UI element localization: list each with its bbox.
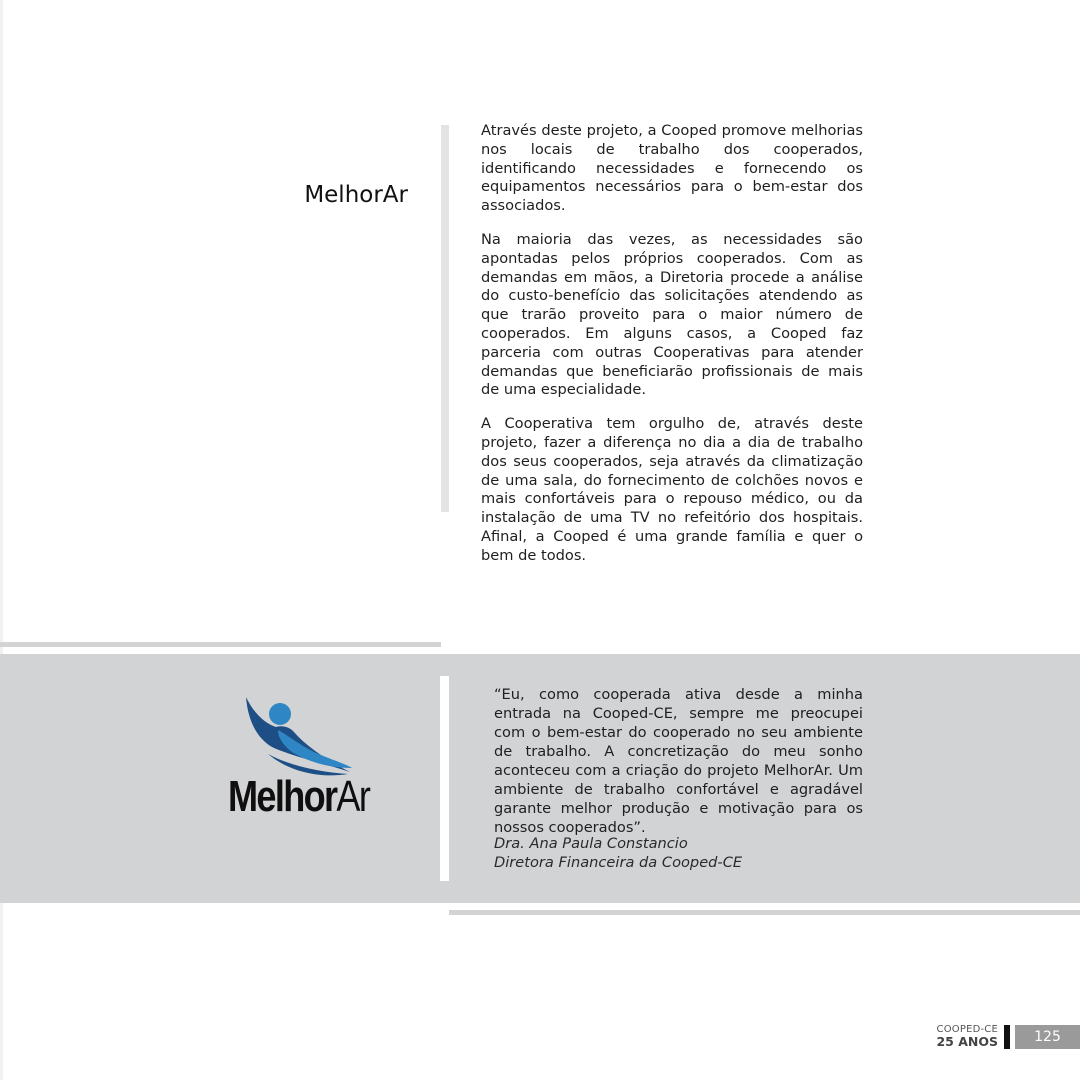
page-left-edge bbox=[0, 0, 3, 1080]
testimonial-attribution bbox=[494, 834, 874, 872]
logo-wordmark-thin: Ar bbox=[336, 772, 370, 821]
page-number: 125 bbox=[1015, 1025, 1080, 1049]
body-text bbox=[481, 122, 863, 581]
footer-brand-line1: COOPED-CE bbox=[936, 1024, 998, 1035]
footer-separator bbox=[1004, 1025, 1010, 1049]
body-paragraph-1: Através deste projeto, a Cooped promove melhorias nos locais de trabalho dos cooperados, identificando necessidades e fornecendo os equipamentos necessários para o bem-estar dos associados. bbox=[481, 122, 863, 215]
horizontal-rule-middle bbox=[0, 642, 441, 647]
horizontal-rule-bottom bbox=[449, 910, 1080, 915]
melhorar-logo bbox=[228, 692, 378, 827]
section-title: MelhorAr bbox=[304, 182, 408, 208]
logo-wordmark bbox=[228, 772, 370, 822]
author-name: Dra. Ana Paula Constancio bbox=[494, 835, 688, 852]
vertical-divider-top bbox=[441, 125, 449, 512]
logo-wordmark-bold: Melhor bbox=[228, 772, 337, 821]
vertical-divider-band bbox=[440, 676, 449, 881]
footer-brand bbox=[930, 1024, 998, 1048]
testimonial-quote: “Eu, como cooperada ativa desde a minha entrada na Cooped-CE, sempre me preocupei com o bem-estar do cooperado no seu ambiente de trabalho. A concretização do meu sonho aconteceu com a criação do projeto MelhorAr. Um ambiente de trabalho confortável e agradável garante melhor produção e motivação para os nossos cooperados”. bbox=[494, 686, 863, 836]
author-role: Diretora Financeira da Cooped-CE bbox=[494, 854, 743, 871]
body-paragraph-3: A Cooperativa tem orgulho de, através deste projeto, fazer a diferença no dia a dia de trabalho dos seus cooperados, seja através da climatização de uma sala, do fornecimento de colchões novos e mais confortáveis para o repouso médico, ou da instalação de uma TV no refeitório dos hospitais. Afinal, a Cooped é uma grande família e quer o bem de todos. bbox=[481, 415, 863, 564]
body-paragraph-2: Na maioria das vezes, as necessidades são apontadas pelos próprios cooperados. Com as demandas em mãos, a Diretoria procede a análise do custo-benefício das solicitações atendendo as que trarão proveito para o maior número de cooperados. Em alguns casos, a Cooped faz parceria com outras Cooperativas para atender demandas que beneficiarão profissionais de mais de uma especialidade. bbox=[481, 230, 863, 399]
person-swoosh-icon bbox=[228, 692, 378, 782]
footer-brand-line2: 25 ANOS bbox=[936, 1034, 998, 1049]
